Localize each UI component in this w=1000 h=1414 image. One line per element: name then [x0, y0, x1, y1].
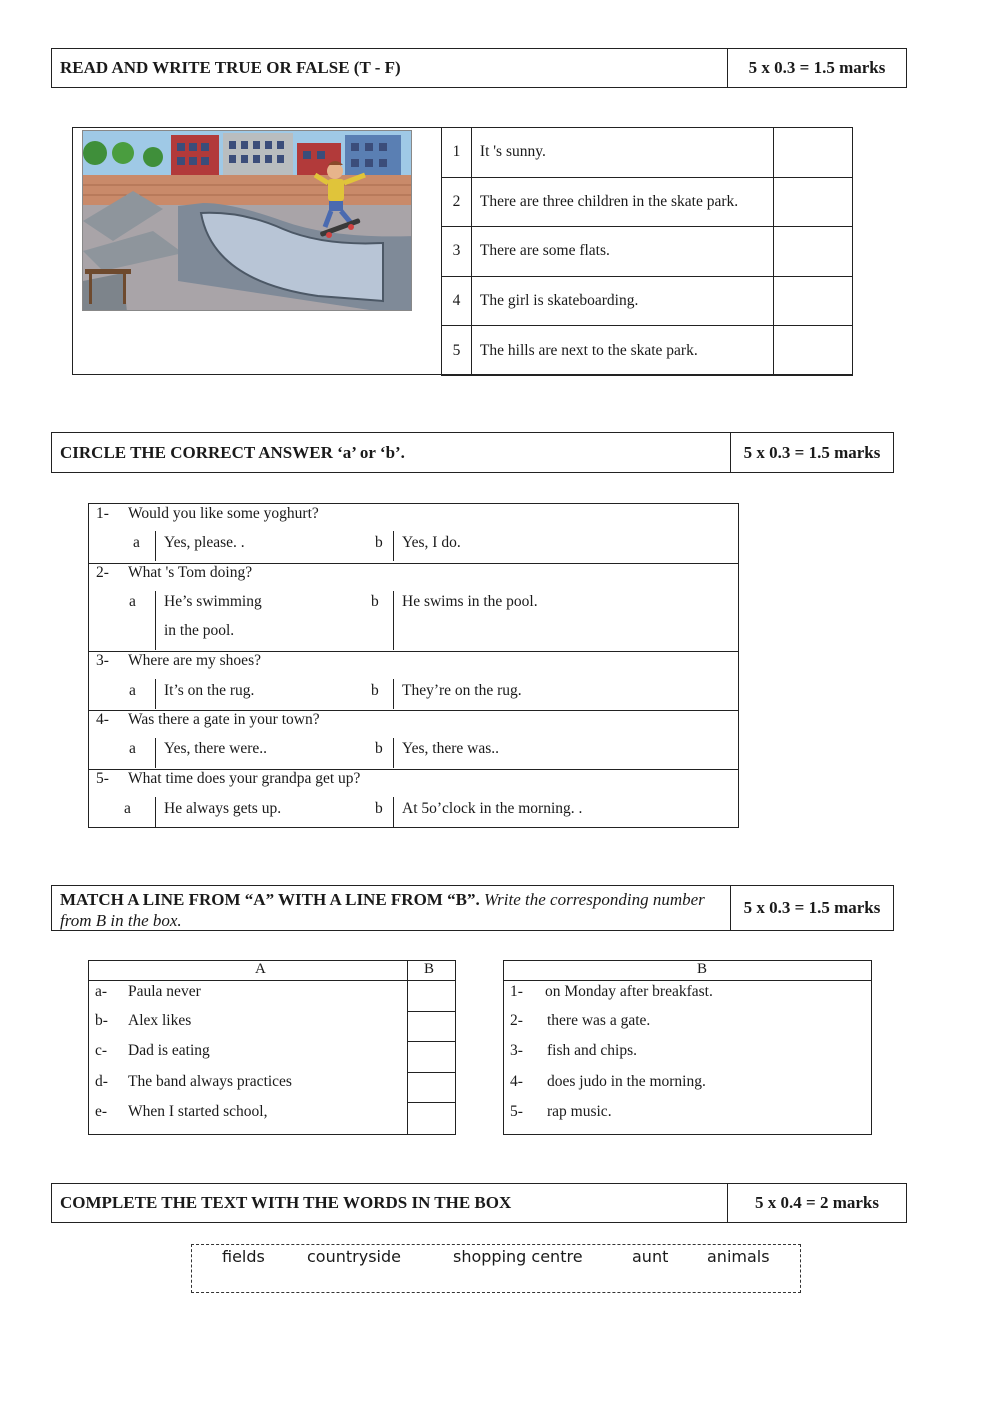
table-row — [442, 177, 853, 227]
question-number: 4- — [96, 711, 109, 728]
option-b-text[interactable]: He swims in the pool. — [402, 593, 538, 610]
statement-text: There are three children in the skate park. — [471, 177, 773, 227]
option-a-label[interactable]: a — [133, 534, 140, 551]
section3-title — [52, 886, 731, 930]
statement-text: It 's sunny. — [471, 128, 773, 178]
option-a-label[interactable]: a — [124, 800, 131, 817]
section3-title-bold: MATCH A LINE FROM “A” WITH A LINE FROM “B”. — [60, 890, 480, 909]
question-text: What 's Tom doing? — [128, 564, 253, 581]
statement-text: There are some flats. — [471, 227, 773, 277]
item-text: Alex likes — [128, 1012, 192, 1029]
item-label: 3- — [510, 1042, 523, 1059]
item-label: c- — [95, 1042, 108, 1059]
answer-box-c[interactable] — [409, 1043, 454, 1071]
true-false-table — [441, 127, 853, 376]
item-label: e- — [95, 1103, 108, 1120]
option-b-label[interactable]: b — [375, 740, 383, 757]
answer-box[interactable] — [774, 326, 853, 376]
answer-box[interactable] — [774, 128, 853, 178]
column-a-header: A — [255, 961, 266, 977]
item-text: rap music. — [547, 1103, 612, 1120]
item-label: 5- — [510, 1103, 523, 1120]
item-number: 5 — [442, 326, 472, 376]
item-number: 3 — [442, 227, 472, 277]
option-a-label[interactable]: a — [129, 682, 136, 699]
option-b-text[interactable]: Yes, I do. — [402, 534, 461, 551]
option-a-label[interactable]: a — [129, 740, 136, 757]
item-label: 4- — [510, 1073, 523, 1090]
answer-box-a[interactable] — [409, 982, 454, 1010]
option-b-label[interactable]: b — [375, 800, 383, 817]
option-a-text[interactable]: Yes, there were.. — [164, 740, 268, 757]
option-a-text[interactable]: He’s swimming — [164, 593, 262, 610]
option-a-text-continued[interactable]: in the pool. — [164, 622, 235, 639]
item-number: 2 — [442, 177, 472, 227]
question-text: Would you like some yoghurt? — [128, 505, 319, 522]
answer-box[interactable] — [774, 177, 853, 227]
item-text: fish and chips. — [547, 1042, 637, 1059]
item-text: When I started school, — [128, 1103, 268, 1120]
skate-park-picture — [82, 130, 412, 311]
word-bank-item: animals — [707, 1247, 770, 1266]
section3-title-instruction: Write the corresponding number from B in the box. — [60, 890, 705, 930]
answer-box[interactable] — [774, 227, 853, 277]
option-b-text[interactable]: At 5o’clock in the morning. . — [402, 800, 583, 817]
section1-title: READ AND WRITE TRUE OR FALSE (T - F) — [52, 49, 728, 87]
multiple-choice-table — [88, 503, 739, 828]
option-b-text[interactable]: Yes, there was.. — [402, 740, 500, 757]
question-number: 3- — [96, 652, 109, 669]
section2-header — [51, 432, 894, 473]
option-a-label[interactable]: a — [129, 593, 136, 610]
item-label: 2- — [510, 1012, 523, 1029]
section2-marks: 5 x 0.3 = 1.5 marks — [743, 442, 881, 462]
match-column-a — [88, 960, 456, 1135]
item-text: Dad is eating — [128, 1042, 210, 1059]
section4-header — [51, 1183, 907, 1223]
section4-marks: 5 x 0.4 = 2 marks — [755, 1193, 879, 1212]
section1-header — [51, 48, 907, 88]
word-bank-item: shopping centre — [453, 1247, 583, 1266]
table-row — [442, 276, 853, 326]
item-text: Paula never — [128, 983, 201, 1000]
statement-text: The hills are next to the skate park. — [471, 326, 773, 376]
question-text: Where are my shoes? — [128, 652, 261, 669]
option-a-text[interactable]: It’s on the rug. — [164, 682, 255, 699]
section3-header — [51, 885, 894, 931]
table-row — [442, 227, 853, 277]
list-b-header: B — [697, 961, 708, 977]
item-text: there was a gate. — [547, 1012, 651, 1029]
item-label: 1- — [510, 983, 523, 1000]
question-number: 2- — [96, 564, 109, 581]
item-label: b- — [95, 1012, 108, 1029]
answer-box[interactable] — [774, 276, 853, 326]
statement-text: The girl is skateboarding. — [471, 276, 773, 326]
match-column-b — [503, 960, 872, 1135]
skate-park-illustration — [83, 131, 412, 311]
column-b-header: B — [424, 961, 435, 977]
item-number: 4 — [442, 276, 472, 326]
answer-box-d[interactable] — [409, 1074, 454, 1101]
option-b-text[interactable]: They’re on the rug. — [402, 682, 522, 699]
item-text: does judo in the morning. — [547, 1073, 706, 1090]
option-b-label[interactable]: b — [371, 682, 379, 699]
item-text: on Monday after breakfast. — [545, 983, 713, 1000]
table-row — [442, 128, 853, 178]
section3-marks: 5 x 0.3 = 1.5 marks — [743, 898, 881, 917]
section1-marks: 5 x 0.3 = 1.5 marks — [748, 58, 886, 77]
question-number: 5- — [96, 770, 109, 787]
option-b-label[interactable]: b — [371, 593, 379, 610]
item-label: d- — [95, 1073, 108, 1090]
item-label: a- — [95, 983, 108, 1000]
section2-title: CIRCLE THE CORRECT ANSWER ‘a’ or ‘b’. — [52, 433, 731, 472]
answer-box-e[interactable] — [409, 1104, 454, 1133]
option-a-text[interactable]: He always gets up. — [164, 800, 282, 817]
question-number: 1- — [96, 505, 109, 522]
table-row — [442, 326, 853, 376]
question-text: Was there a gate in your town? — [128, 711, 320, 728]
word-bank-item: aunt — [632, 1247, 669, 1266]
answer-box-b[interactable] — [409, 1013, 454, 1040]
section4-title: COMPLETE THE TEXT WITH THE WORDS IN THE BOX — [52, 1184, 728, 1222]
word-bank-item: countryside — [307, 1247, 401, 1266]
question-text: What time does your grandpa get up? — [128, 770, 361, 787]
item-text: The band always practices — [128, 1073, 292, 1090]
option-a-text[interactable]: Yes, please. . — [164, 534, 245, 551]
item-number: 1 — [442, 128, 472, 178]
option-b-label[interactable]: b — [375, 534, 383, 551]
word-bank-item: fields — [222, 1247, 265, 1266]
